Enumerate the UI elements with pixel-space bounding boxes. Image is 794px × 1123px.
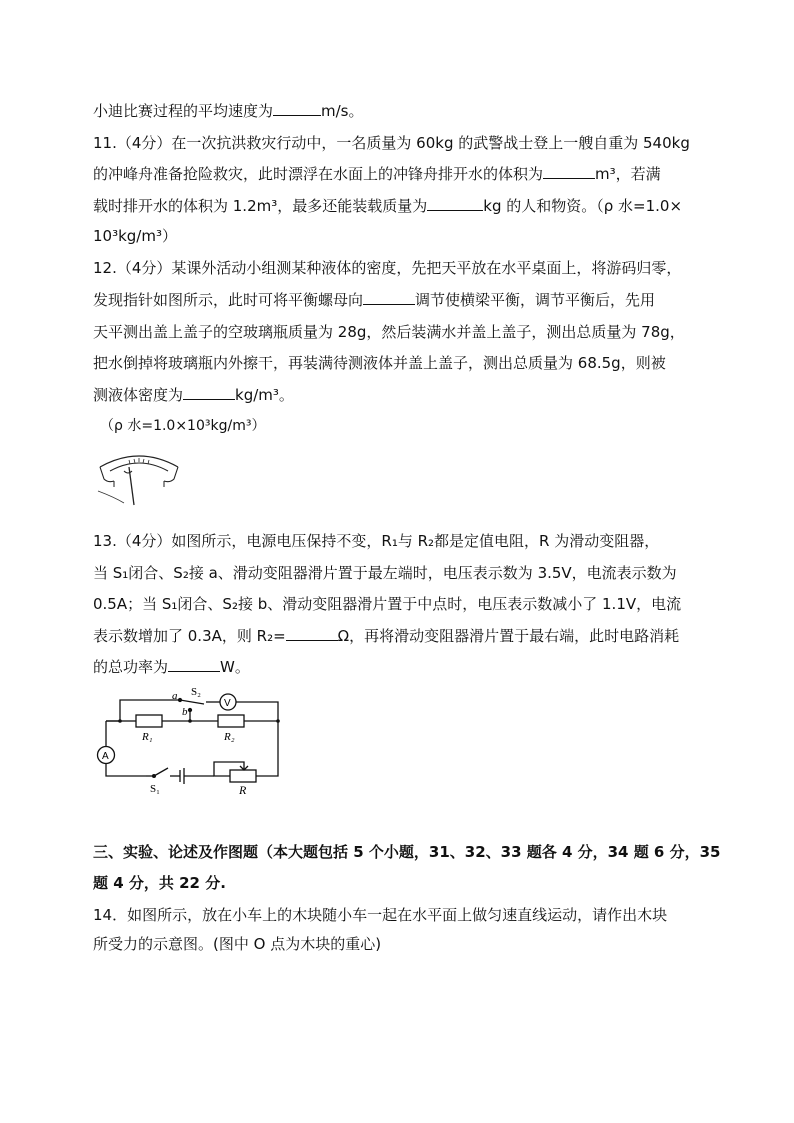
circuit-label-s1: S₁ [150, 783, 160, 795]
circuit-label-r: R [239, 783, 247, 796]
q13-line5-tail: W。 [220, 658, 250, 676]
section3-heading-line1: 三、实验、论述及作图题（本大题包括 5 个小题，31、32、33 题各 4 分，34 题 6 分，35 [93, 843, 721, 861]
q11-line3-text: 载时排开水的体积为 1.2m³，最多还能装载质量为 [93, 197, 428, 215]
q13-blank1[interactable] [286, 626, 338, 641]
q11-line2-tail: m³，若满 [595, 165, 661, 183]
q14-line1: 14．如图所示，放在小车上的木块随小车一起在水平面上做匀速直线运动，请作出木块 [93, 906, 668, 924]
q12-note: （ρ 水=1.0×10³kg/m³） [100, 418, 266, 434]
q14-line2: 所受力的示意图。(图中 O 点为木块的重心) [93, 935, 382, 953]
q10-answer-blank[interactable] [273, 101, 321, 116]
q13-line5-text: 的总功率为 [93, 658, 169, 676]
q12-blank1[interactable] [363, 290, 415, 305]
q12-line3: 天平测出盖上盖子的空玻璃瓶质量为 28g，然后装满水并盖上盖子，测出总质量为 78g， [93, 323, 685, 341]
q10-text: 小迪比赛过程的平均速度为 [93, 102, 274, 120]
q11-line1: 11.（4分）在一次抗洪救灾行动中，一名质量为 60kg 的武警战士登上一艘自重为 540kg [93, 134, 690, 152]
q11-line3 [93, 196, 682, 216]
circuit-diagram [94, 684, 290, 796]
circuit-label-b: b [182, 706, 188, 718]
q13-line4 [93, 626, 679, 646]
q12-line5 [93, 385, 294, 405]
circuit-label-s2: S₂ [191, 686, 201, 698]
q12-line2-tail: 调节使横梁平衡，调节平衡后，先用 [415, 291, 656, 309]
q13-line2: 当 S₁闭合、S₂接 a、滑动变阻器滑片置于最左端时，电压表示数为 3.5V，电流表示数为 [93, 564, 677, 582]
q12-line5-text: 测液体密度为 [93, 386, 184, 404]
section3-heading-line2: 题 4 分，共 22 分. [93, 874, 226, 892]
q11-blank2[interactable] [427, 196, 483, 211]
balance-pointer-figure [94, 447, 184, 509]
q13-blank2[interactable] [168, 657, 220, 672]
q12-line2 [93, 290, 655, 310]
q11-blank1[interactable] [543, 164, 595, 179]
circuit-label-r2: R₂ [224, 731, 235, 743]
q12-blank2[interactable] [183, 385, 235, 400]
q12-line4: 把水倒掉将玻璃瓶内外擦干，再装满待测液体并盖上盖子，测出总质量为 68.5g，则被 [93, 354, 666, 372]
circuit-label-a: a [172, 690, 178, 702]
circuit-label-r1: R₁ [142, 731, 153, 743]
q13-line4-text: 表示数增加了 0.3A，则 R₂= [93, 627, 286, 645]
q12-line2-text: 发现指针如图所示，此时可将平衡螺母向 [93, 291, 364, 309]
q12-line5-tail: kg/m³。 [235, 386, 294, 404]
q13-line1: 13.（4分）如图所示，电源电压保持不变，R₁与 R₂都是定值电阻，R 为滑动变阻器， [93, 532, 660, 550]
voltmeter-label: V [224, 698, 231, 709]
q11-line4: 10³kg/m³） [93, 227, 177, 245]
q11-line2 [93, 164, 661, 184]
q13-line3: 0.5A；当 S₁闭合、S₂接 b、滑动变阻器滑片置于中点时，电压表示数减小了 1.1V，电流 [93, 595, 682, 613]
q12-line1: 12.（4分）某课外活动小组测某种液体的密度，先把天平放在水平桌面上，将游码归零， [93, 259, 682, 277]
ammeter-label: A [102, 751, 109, 762]
q13-line5 [93, 657, 250, 677]
q11-line3-tail: kg 的人和物资。（ρ 水=1.0× [483, 197, 683, 215]
q13-line4-tail: Ω，再将滑动变阻器滑片置于最右端，此时电路消耗 [337, 627, 680, 645]
q10-unit: m/s。 [321, 102, 364, 120]
q11-line2-text: 的冲峰舟准备抢险救灾，此时漂浮在水面上的冲锋舟排开水的体积为 [93, 165, 544, 183]
q10-line [93, 101, 364, 121]
